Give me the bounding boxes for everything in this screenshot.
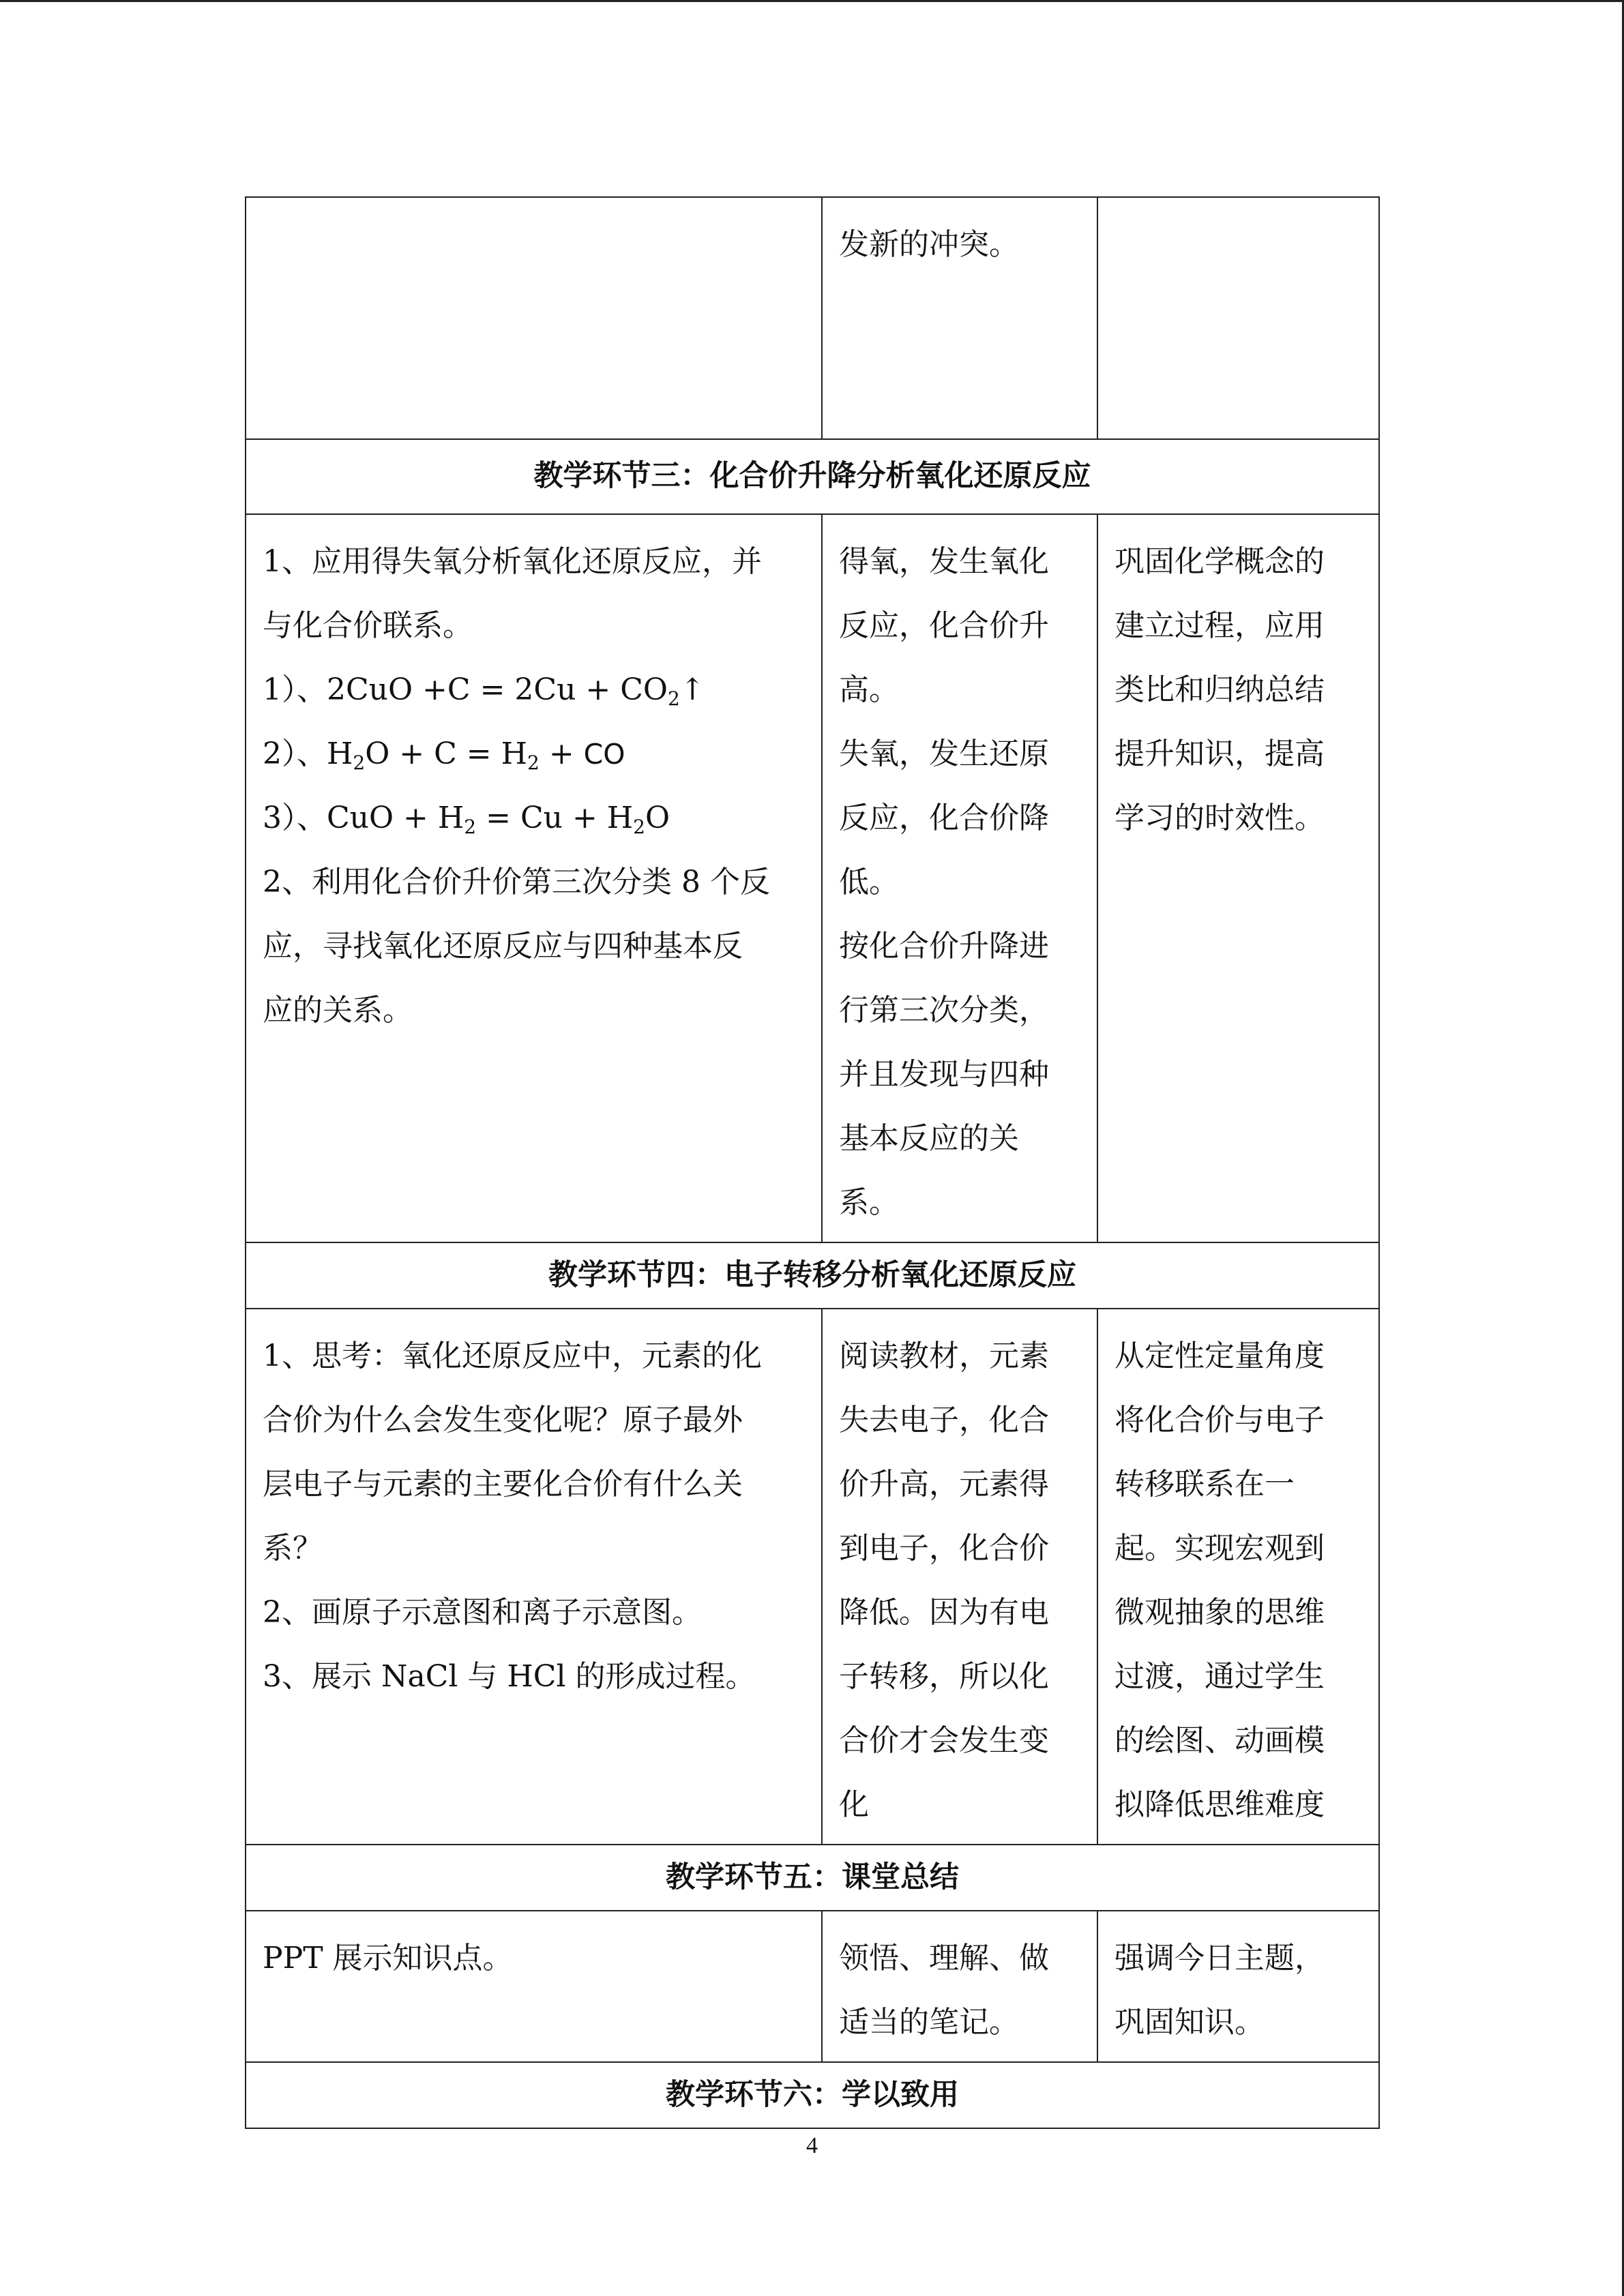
subscript: 2: [353, 751, 366, 774]
section-header-row: [246, 2062, 1379, 2128]
text-line: 将化合价与电子: [1114, 1403, 1325, 1437]
text-line: 应的关系。: [263, 993, 413, 1028]
text-line: 领悟、理解、做: [839, 1941, 1049, 1976]
text-line: 巩固化学概念的: [1114, 544, 1325, 579]
cell-activity: [246, 1309, 822, 1845]
equation-part: 3）、CuO + H: [263, 801, 464, 835]
section-title-3: 教学环节三：化合价升降分析氧化还原反应: [246, 439, 1379, 514]
text-line: 2、利用化合价升价第三次分类 8 个反: [263, 865, 770, 899]
cell-activity: [246, 197, 822, 439]
cell-activity: [246, 514, 822, 1242]
equation-part: O + C = H: [365, 736, 527, 771]
text-line: 价升高，元素得: [839, 1467, 1049, 1502]
equation-part: O: [645, 801, 670, 835]
text-line: 化: [839, 1787, 869, 1822]
equation-part: +: [539, 736, 584, 771]
cell-student: [822, 514, 1097, 1242]
text-line: 2、画原子示意图和离子示意图。: [263, 1595, 702, 1630]
text-line: 反应，化合价升: [839, 608, 1049, 643]
text-line: 强调今日主题，: [1114, 1941, 1325, 1976]
section-header-row: [246, 1845, 1379, 1911]
cell-student: [822, 1911, 1097, 2062]
equation-part: 2）、H: [263, 736, 353, 771]
text-line: 失去电子，化合: [839, 1403, 1049, 1437]
text-line: 微观抽象的思维: [1114, 1595, 1325, 1630]
text-line: 1、思考：氧化还原反应中，元素的化: [263, 1339, 762, 1373]
text-line: 应，寻找氧化还原反应与四种基本反: [263, 929, 743, 964]
cell-student: [822, 1309, 1097, 1845]
cell-intent: [1097, 1309, 1379, 1845]
text-line: 适当的笔记。: [839, 2005, 1019, 2040]
cell-intent: [1097, 514, 1379, 1242]
text-line: 学习的时效性。: [1114, 801, 1325, 835]
text-line: 基本反应的关: [839, 1121, 1019, 1156]
text-line: 到电子，化合价: [839, 1531, 1049, 1566]
text-line: 提升知识，提高: [1114, 736, 1325, 771]
cell-intent: [1097, 197, 1379, 439]
equation-part: ↑: [679, 672, 705, 707]
equation-part: 1）、2CuO +C = 2Cu + CO: [263, 672, 668, 707]
page-top-edge: [0, 0, 1624, 2]
text-line: 类比和归纳总结: [1114, 672, 1325, 707]
text-line: 起。实现宏观到: [1114, 1531, 1325, 1566]
section-title-4: 教学环节四：电子转移分析氧化还原反应: [246, 1242, 1379, 1309]
equation-part: CO: [583, 738, 625, 771]
section-title-6: 教学环节六：学以致用: [246, 2062, 1379, 2128]
text-line: 合价才会发生变: [839, 1723, 1049, 1758]
table-row-continuation: [246, 197, 1379, 439]
equation-part: = Cu + H: [476, 801, 634, 835]
page-number: 4: [806, 2133, 818, 2158]
text-line: 与化合价联系。: [263, 608, 473, 643]
text-line: 按化合价升降进: [839, 929, 1049, 964]
text-line: 系？: [263, 1531, 323, 1566]
cell-activity: [246, 1911, 822, 2062]
text-line: 从定性定量角度: [1114, 1339, 1325, 1373]
section-header-row: [246, 1242, 1379, 1309]
text-line: 发新的冲突。: [839, 227, 1019, 262]
text-line: 并且发现与四种: [839, 1057, 1049, 1092]
section-header-row: [246, 439, 1379, 514]
lesson-plan-table: [245, 196, 1380, 2129]
text-line: 巩固知识。: [1114, 2005, 1265, 2040]
equation-1: [263, 658, 803, 722]
text-line: 子转移，所以化: [839, 1659, 1049, 1694]
text-line: 低。: [839, 865, 899, 899]
cell-intent: [1097, 1911, 1379, 2062]
table-row: [246, 1911, 1379, 2062]
text-line: 行第三次分类，: [839, 993, 1049, 1028]
text-line: 3、展示 NaCl 与 HCl 的形成过程。: [263, 1659, 756, 1694]
text-line: 的绘图、动画模: [1114, 1723, 1325, 1758]
subscript: 2: [527, 751, 540, 774]
text-line: 阅读教材，元素: [839, 1339, 1049, 1373]
table-row: [246, 1309, 1379, 1845]
equation-3: [263, 786, 803, 850]
cell-student: [822, 197, 1097, 439]
equation-2: [263, 722, 803, 786]
subscript: 2: [464, 816, 477, 838]
text-line: 过渡，通过学生: [1114, 1659, 1325, 1694]
text-line: 降低。因为有电: [839, 1595, 1049, 1630]
text-line: 1、应用得失氧分析氧化还原反应，并: [263, 544, 762, 579]
text-line: 反应，化合价降: [839, 801, 1049, 835]
text-line: 合价为什么会发生变化呢？原子最外: [263, 1403, 743, 1437]
text-line: 拟降低思维难度: [1114, 1787, 1325, 1822]
section-title-5: 教学环节五：课堂总结: [246, 1845, 1379, 1911]
table-row: [246, 514, 1379, 1242]
text-line: 得氧，发生氧化: [839, 544, 1049, 579]
text-line: 建立过程，应用: [1114, 608, 1325, 643]
text-line: 系。: [839, 1185, 899, 1220]
text-line: 转移联系在一: [1114, 1467, 1295, 1502]
text-line: 失氧，发生还原: [839, 736, 1049, 771]
text-line: 层电子与元素的主要化合价有什么关: [263, 1467, 743, 1502]
subscript: 2: [668, 687, 680, 710]
text-line: PPT 展示知识点。: [263, 1941, 513, 1976]
subscript: 2: [633, 816, 645, 838]
text-line: 高。: [839, 672, 899, 707]
